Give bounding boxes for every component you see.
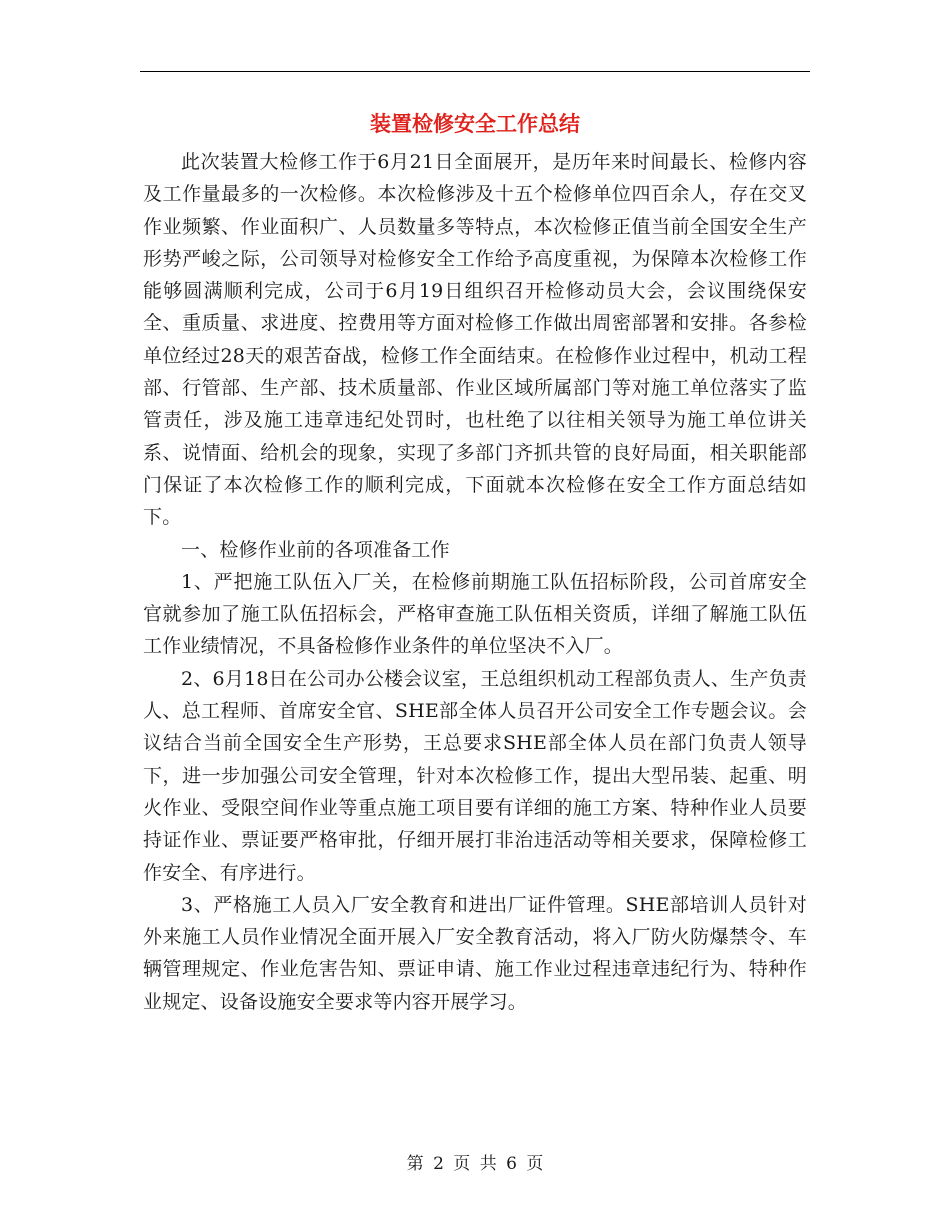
paragraph-item-2: 2、6月18日在公司办公楼会议室，王总组织机动工程部负责人、生产负责人、总工程师、首席安全官、SHE部全体人员召开公司安全工作专题会议。会议结合当前全国安全生产形势，王总要求SHE部全体人员在部门负责人领导下，进一步加强公司安全管理，针对本次检修工作，提出大型吊装、起重、明火作业、受限空间作业等重点施工项目要有详细的施工方案、特种作业人员要持证作业、票证要严格审批，仔细开展打非治违活动等相关要求，保障检修工作安全、有序进行。 [143, 667, 807, 884]
paragraph-item-3: 3、严格施工人员入厂安全教育和进出厂证件管理。SHE部培训人员针对外来施工人员作业情况全面开展入厂安全教育活动，将入厂防火防爆禁令、车辆管理规定、作业危害告知、票证申请、施工作业过程违章违纪行为、特种作业规定、设备设施安全要求等内容开展学习。 [143, 893, 807, 1013]
page-number-footer: 第 2 页 共 6 页 [406, 1154, 544, 1174]
document-title: 装置检修安全工作总结 [370, 112, 580, 136]
section-heading: 一、检修作业前的各项准备工作 [181, 538, 450, 561]
header-rule [140, 71, 810, 72]
document-body [143, 146, 807, 1018]
paragraph-intro: 此次装置大检修工作于6月21日全面展开，是历年来时间最长、检修内容及工作量最多的一次检修。本次检修涉及十五个检修单位四百余人，存在交叉作业频繁、作业面积广、人员数量多等特点，本次检修正值当前全国安全生产形势严峻之际，公司领导对检修安全工作给予高度重视，为保障本次检修工作能够圆满顺利完成，公司于6月19日组织召开检修动员大会，会议围绕保安全、重质量、求进度、控费用等方面对检修工作做出周密部署和安排。各参检单位经过28天的艰苦奋战，检修工作全面结束。在检修作业过程中，机动工程部、行管部、生产部、技术质量部、作业区域所属部门等对施工单位落实了监管责任，涉及施工违章违纪处罚时，也杜绝了以往相关领导为施工单位讲关系、说情面、给机会的现象，实现了多部门齐抓共管的良好局面，相关职能部门保证了本次检修工作的顺利完成，下面就本次检修在安全工作方面总结如下。 [143, 151, 807, 529]
paragraph-item-1: 1、严把施工队伍入厂关，在检修前期施工队伍招标阶段，公司首席安全官就参加了施工队伍招标会，严格审查施工队伍相关资质，详细了解施工队伍工作业绩情况，不具备检修作业条件的单位坚决不入厂。 [143, 570, 807, 658]
